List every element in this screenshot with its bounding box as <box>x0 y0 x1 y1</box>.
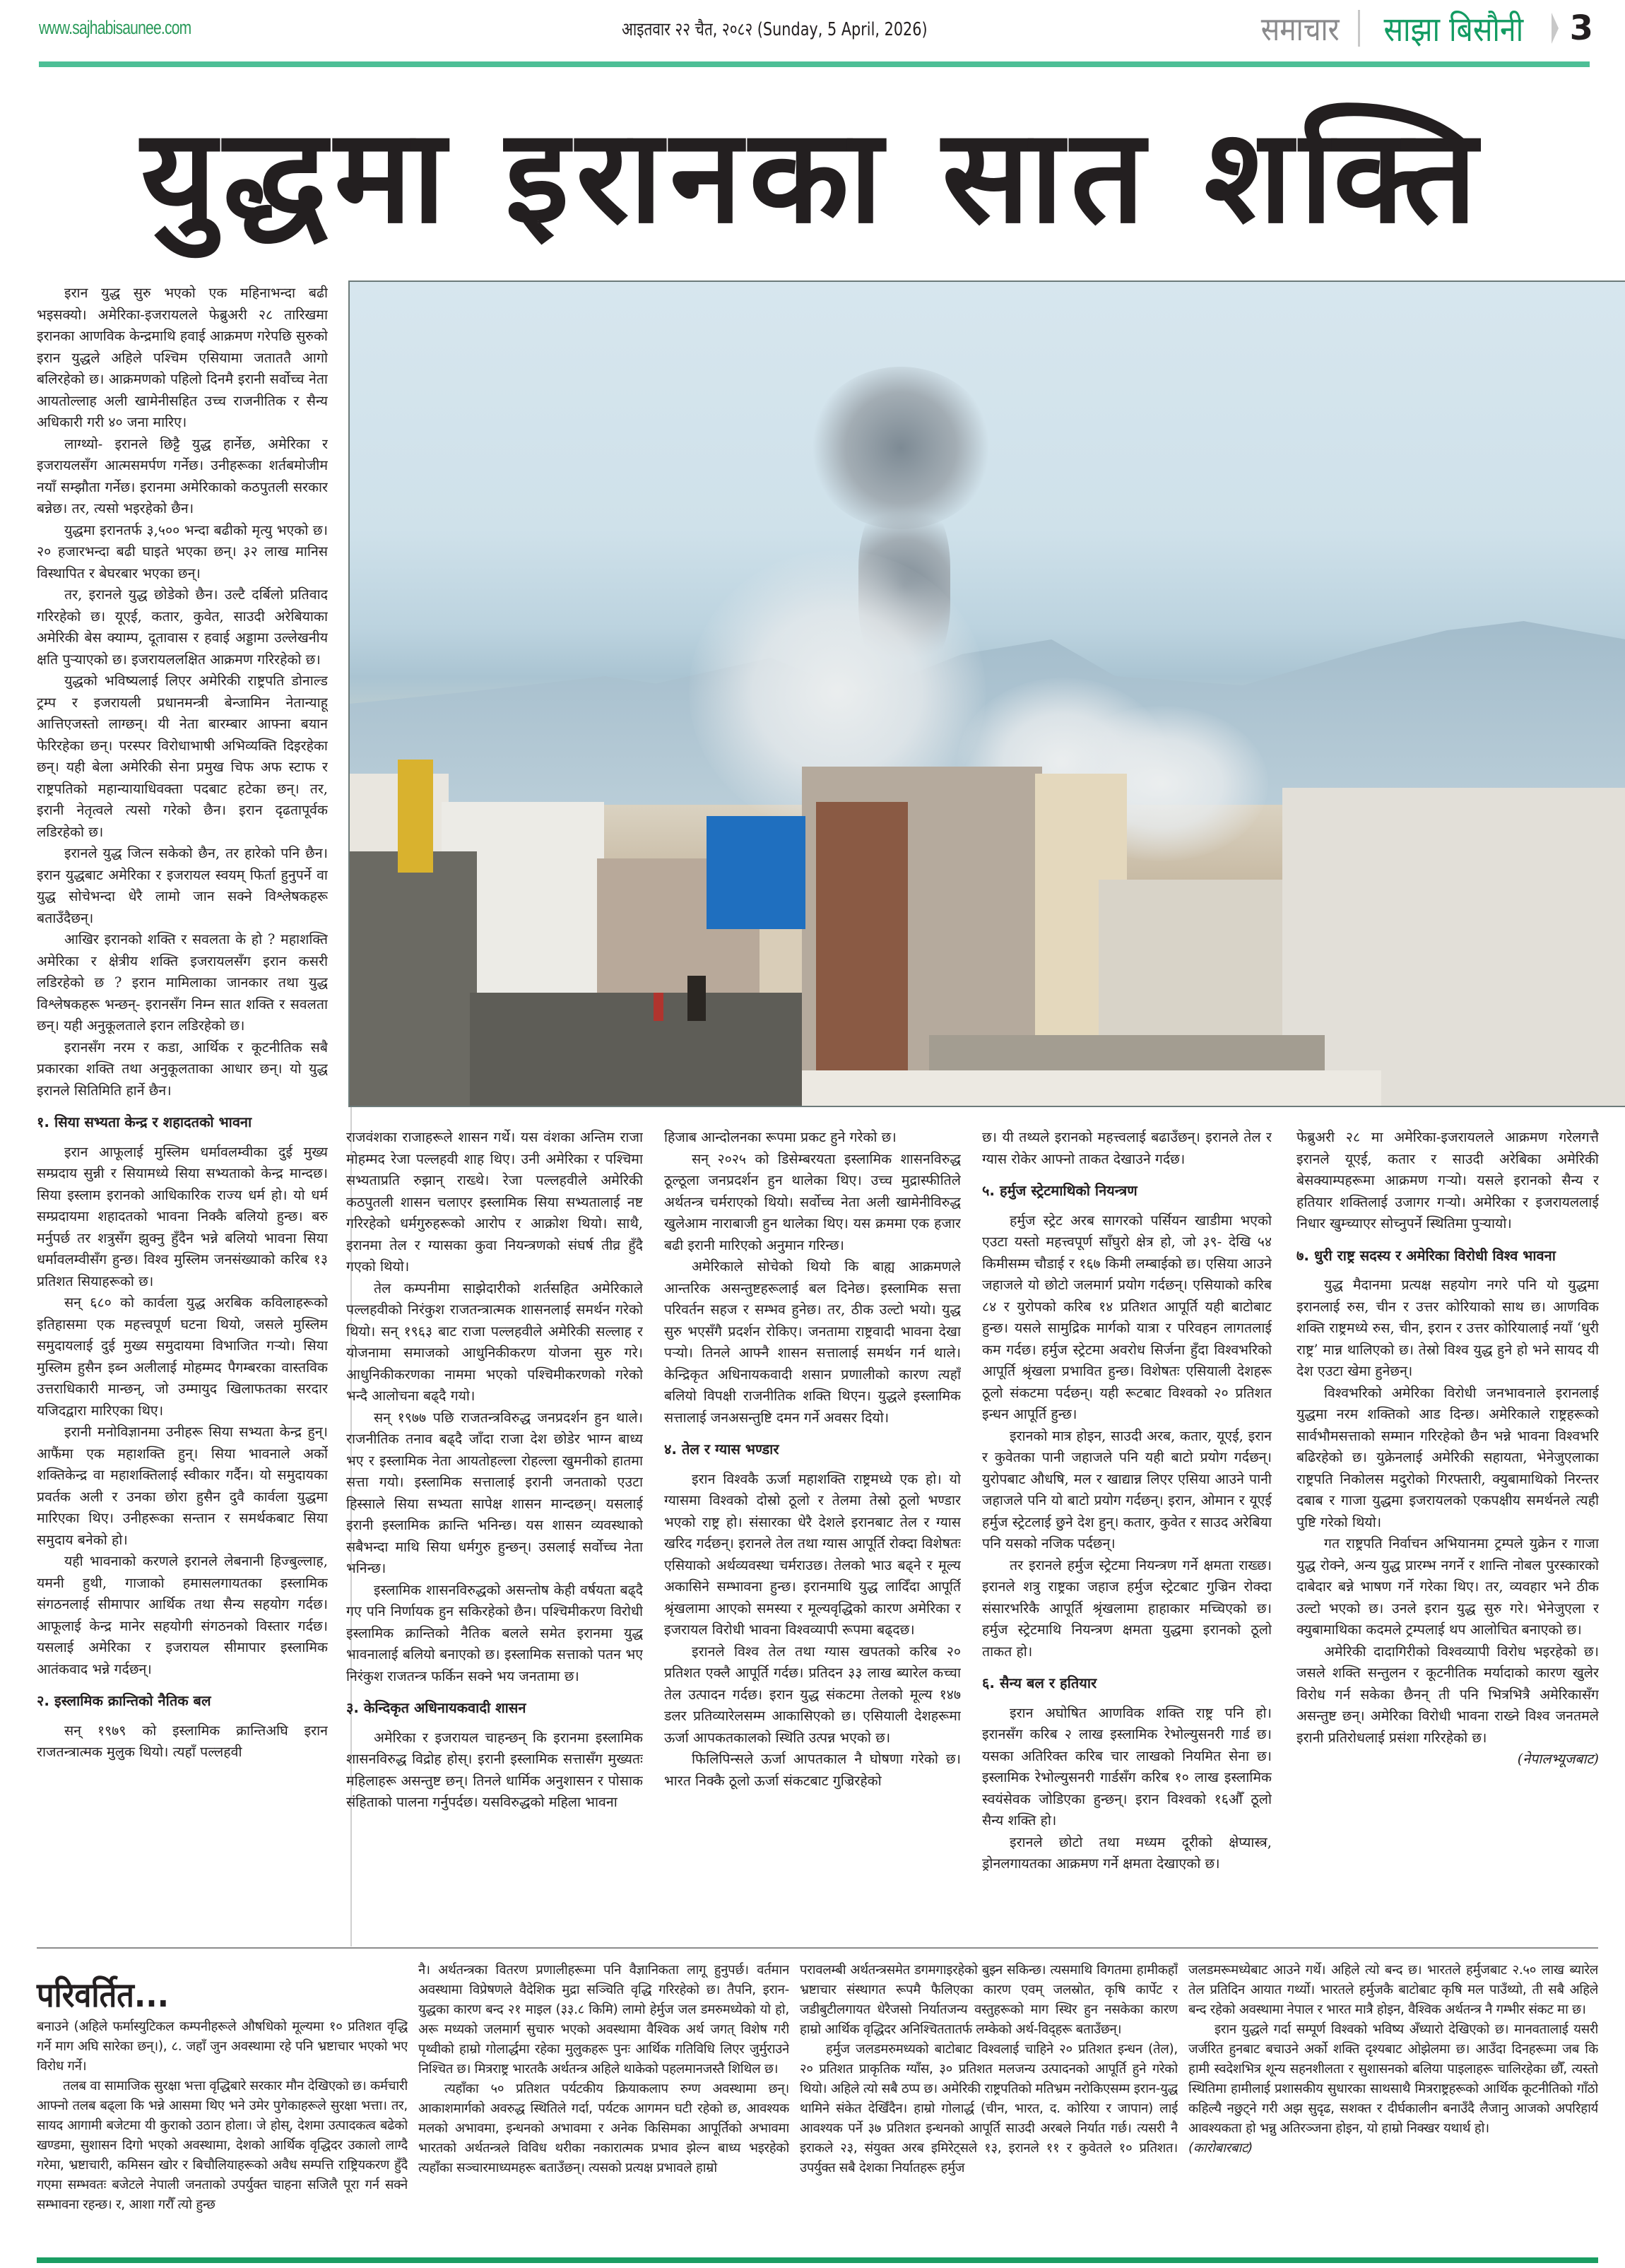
jump-article-title: परिवर्तित... <box>37 1975 170 2015</box>
paragraph: सन् १९७७ पछि राजतन्त्रविरुद्ध जनप्रदर्शन हुन थाले। राजनीतिक तनाव बढ्दै जाँदा राजा देश छोडेर भाग्न बाध्य भए र इस्लामिक नेता आयतोहल्ला रोहल्ला खुमनीको हातमा सत्ता गयो। इस्लामिक सत्तालाई इरानी जनताको एउटा हिस्साले सिया सभ्यता सापेक्ष शासन मान्दछन्। यसलाई इरानी इस्लामिक क्रान्ति भनिन्छ। यस शासन व्यवस्थाको सबैभन्दा माथि सिया धर्मगुरु हुन्छन्। उसलाई सर्वोच्च नेता भनिन्छ। <box>346 1409 643 1576</box>
page-headline: युद्धमा इरानका सात शक्ति <box>141 101 1484 252</box>
section-heading-2: २. इस्लामिक क्रान्तिको नैतिक बल <box>37 1692 211 1709</box>
article-column-5 <box>1296 1127 1599 1939</box>
paragraph: आखिर इरानको शक्ति र सवलता के हो ? महाशक्ति अमेरिका र क्षेत्रीय शक्ति इजरायलसँग इरान कसरी लडिरहेको छ ? इरान मामिलाका जानकार तथा युद्ध विश्लेषकहरू भन्छन्- इरानसँग निम्न सात शक्ति र सवलता छन्। यही अनुकूलताले इरान लडिरहेको छ। <box>37 931 328 1034</box>
paragraph: इरानले विश्व तेल तथा ग्यास खपतको करिब २० प्रतिशत एक्लै आपूर्ति गर्दछ। प्रतिदन ३३ लाख ब्यारेल कच्चा तेल उत्पादन गर्दछ। इरान युद्ध संकटमा तेलको मूल्य १४७ डलर प्रतिव्यारेलसम्म आकासिएको छ। एसियाली देशहरूमा ऊर्जा आपकतकालको स्थिति उत्पन्न भएको छ। <box>664 1643 961 1746</box>
issue-date: आइतवार २२ चैत, २०८२ (Sunday, 5 April, 2026) <box>622 19 928 40</box>
paragraph: नै। अर्थतन्त्रका वितरण प्रणालीहरूमा पनि वैज्ञानिकता लागू हुनुपर्छ। वर्तमान अवस्थामा विप्रेषणले वैदेशिक मुद्रा सञ्चिति वृद्धि गरिरहेको छ। तैपनि, इरान-युद्धका कारण बन्द २१ माइल (३३.८ किमि) लामो हेर्मुज जल डमरुमध्येको यो हो, अरू मध्यको जलमार्ग सुचारु भएको अवस्थामा वैश्विक अर्थ जगत् विशेष गरी पृथ्वीको हाम्रो गोलार्द्धमा रहेका मुलुकहरू पुनः आर्थिक गतिविधि लिएर जुर्मुराउने निश्चित छ। मित्रराष्ट्र भारतकै अर्थतन्त्र अहिले थाकेको पहलमानजस्तै शिथिल छ। <box>418 1963 789 2077</box>
paragraph: हर्मुज जलडमरुमध्यको बाटोबाट विश्वलाई चाहिने २० प्रतिशत इन्धन (तेल), २० प्रतिशत प्राकृतिक ग्याँस, ३० प्रतिशत मलजन्य उत्पादनको आपूर्ति हुने गरेको थियो। अहिले त्यो सबै ठप्प छ। अमेरिकी राष्ट्रपतिको मतिभ्रम नरोकिएसम्म इरान-युद्ध थामिने संकेत देखिँदैन। हाम्रो गोलार्द्ध (चीन, भारत, द. कोरिया र जापान) लाई आवश्यक पर्ने ३७ प्रतिशत इन्धनको आपूर्ति साउदी अरबले निर्यात गर्छ। त्यसरी नै इराकले २३, संयुक्त अरब इमिरेट्सले १३, इरानले ११ र कुवेतले १० प्रतिशत। उपर्युक्त सबै देशका निर्यातहरू हर्मुज <box>800 2042 1178 2175</box>
article-column-3 <box>664 1127 961 1939</box>
paragraph: इरानी मनोविज्ञानमा उनीहरू सिया सभ्यता केन्द्र हुन्। आफैंमा एक महाशक्ति हुन्। सिया भावनाले अर्को शक्तिकेन्द्र वा महाशक्तिलाई स्वीकार गर्दैन। यो समुदायका प्रवर्तक अली र उनका छोरा हुसैन दुवै कार्वला युद्धमा मारिएका थिए। उनीहरूका सन्तान र समर्थकबाट सिया समुदाय बनेको हो। <box>37 1424 328 1548</box>
article-column-2 <box>346 1127 643 1939</box>
paragraph: इरान अघोषित आणविक शक्ति राष्ट्र पनि हो। इरानसँग करिब २ लाख इस्लामिक रेभोल्युसनरी गार्ड छ। यसका अतिरिक्त करिब चार लाखको नियमित सेना छ। इस्लामिक रेभोल्युसनरी गार्डसँग करिब १० लाख इस्लामिक स्वयंसेवक जोडिएका हुन्छन्। इरान विश्वको १६औँ ठूलो सैन्य शक्ति हो। <box>982 1704 1272 1829</box>
section-divider <box>37 1947 1598 1949</box>
paragraph: तलब वा सामाजिक सुरक्षा भत्ता वृद्धिबारे सरकार मौन देखिएको छ। कर्मचारी आफ्नो तलब बढ्ला कि भन्ने आसमा थिए भने उमेर पुगेकाहरूले सुरक्षा भत्ता। तर, सायद आगामी बजेटमा यी कुराको उठान होला। जे होस्, देशमा उत्पादकत्व बढेको खण्डमा, सुशासन दिगो भएको अवस्थामा, देशको आर्थिक वृद्धिदर उकालो लाग्दै गरेमा, भ्रष्टाचारी, कमिसन खोर र बिचौलियाहरूको अवैध सम्पत्ति राष्ट्रियकरण हुँदै गएमा सम्भवतः बजेटले नेपाली जनताको उपर्युक्त चाहना सजिलै पूरा गर्न सक्ने सम्भावना रहन्छ। र, आशा गरौँ त्यो हुन्छ <box>37 2079 408 2212</box>
paragraph: युद्धको भविष्यलाई लिएर अमेरिकी राष्ट्रपति डोनाल्ड ट्रम्प र इजरायली प्रधानमन्त्री बेन्जामिन नेतान्याहू आत्तिएजस्तो लाग्छन्। यी नेता बारम्बार आफ्ना बयान फेरिरहेका छन्। परस्पर विरोधाभाषी अभिव्यक्ति दिइरहेका छन्। यही बेला अमेरिकी सेना प्रमुख चिफ अफ स्टाफ र राष्ट्रपतिको महान्यायाधिवक्ता पदबाट हटेका छन्। तर, इरानी नेतृत्वले त्यसो गरेको छैन। इरान दृढतापूर्वक लडिरहेको छ। <box>37 673 328 840</box>
paragraph: छ। यी तथ्यले इरानको महत्त्वलाई बढाउँछन्। इरानले तेल र ग्यास रोकेर आफ्नो ताकत देखाउने गर्दछ। <box>982 1129 1272 1167</box>
paragraph: सन् ६८० को कार्वला युद्ध अरबिक कविलाहरूको इतिहासमा एक महत्त्वपूर्ण घटना थियो, जसले मुस्लिम समुदायलाई दुई मुख्य समुदायमा विभाजित गऱ्यो। सिया मुस्लिम हुसैन इब्न अलीलाई मोहम्मद पैगम्बरका वास्तविक उत्तराधिकारी मान्छन्, जो उम्मायुद खिलाफतका सरदार यजिदद्वारा मारिएका थिए। <box>37 1294 328 1419</box>
paragraph: फिलिपिन्सले ऊर्जा आपतकाल नै घोषणा गरेको छ। भारत निक्कै ठूलो ऊर्जा संकटबाट गुज्रिरहेको <box>664 1751 961 1789</box>
jump-column-3 <box>800 1961 1178 2250</box>
article-source: (नेपालभ्यूजबाट) <box>1517 1751 1599 1767</box>
section-header <box>1254 7 1593 49</box>
paragraph: हिजाब आन्दोलनका रूपमा प्रकट हुने गरेको छ। <box>664 1129 897 1145</box>
masthead <box>0 0 1625 60</box>
paragraph: जलडमरूमध्येबाट आउने गर्थे। अहिले त्यो बन्द छ। भारतले हर्मुजबाट २.५० लाख ब्यारेल तेल प्रतिदिन आयात गर्थ्यो। भारतले हर्मुजकै बाटोबाट कृषि मल पाउँथ्यो, ती सबै अहिले बन्द रहेको अवस्थामा नेपाल र भारत मात्रै होइन, वैश्विक अर्थतन्त्र नै गम्भीर संकट मा छ। <box>1188 1963 1598 2017</box>
paragraph: इरानले छोटो तथा मध्यम दूरीको क्षेप्यास्त्र, ड्रोनलगायतका आक्रमण गर्ने क्षमता देखाएको छ। <box>982 1833 1272 1872</box>
paragraph: इरान आफूलाई मुस्लिम धर्मावलम्वीका दुई मुख्य सम्प्रदाय सुन्नी र सियामध्ये सिया सभ्यताको केन्द्र मान्दछ। सिया इस्लाम इरानको आधिकारिक राज्य धर्म हो। यो धर्म सम्प्रदायमा शहादतको भावना निक्कै बलियो हुन्छ। बरु मर्नुपर्छ तर शत्रुसँग झुक्नु हुँदैन भन्ने बलियो भावना सिया धर्मावलम्वीसँग हुन्छ। विश्व मुस्लिम जनसंख्याको करिब १३ प्रतिशत सियाहरूको छ। <box>37 1143 328 1289</box>
article-source: (कारोबारबाट) <box>1188 2141 1253 2156</box>
paragraph: इरानसँग नरम र कडा, आर्थिक र कूटनीतिक सबै प्रकारका शक्ति तथा अनुकूलताका आधार छन्। यो युद्ध इरानले सितिमिति हार्ने छैन। <box>37 1039 328 1099</box>
footer-rule <box>37 2257 1598 2263</box>
paragraph: बनाउने (अहिले फर्मास्युटिकल कम्पनीहरूले औषधिको मूल्यमा १० प्रतिशत वृद्धि गर्ने माग अघि सारेका छन्।), ८. जहाँ जुन अवस्थामा रहे पनि भ्रष्टाचार भएको भए विरोध गर्ने। <box>37 2019 408 2074</box>
paragraph: इरान युद्धले गर्दा सम्पूर्ण विश्वको भविष्य अँध्यारो देखिएको छ। मानवतालाई यसरी जर्जरित हुनबाट बचाउने अर्को शक्ति दृश्यबाट ओझेलमा छ। आउँदा दिनहरूमा जब कि हामी स्वदेशभित्र शून्य सहनशीलता र सुशासनको बलिया पाइलाहरू चालिरहेका छौँ, त्यस्तो स्थितिमा हामीलाई प्रशासकीय सुधारका साथसाथै मित्रराष्ट्रहरूको आर्थिक कूटनीतिको गाँठो कहिल्यै नछुट्ने गरी अझ सुदृढ, सशक्त र दीर्घकालीन बनाउँदै लैजानु आजको अपरिहार्य आवश्यकता हो भन्नु अतिरञ्जना होइन, यो हाम्रो निक्खर यथार्थ हो। <box>1188 2022 1598 2136</box>
paragraph: इरान युद्ध सुरु भएको एक महिनाभन्दा बढी भइसक्यो। अमेरिका-इजरायलले फेब्रुअरी २८ तारिखमा इरानका आणविक केन्द्रमाथि हवाई आक्रमण गरेपछि सुरुको इरान युद्धले अहिले पश्चिम एसियामा जताततै आगो बलिरहेको छ। आक्रमणको पहिलो दिनमै इरानी सर्वोच्च नेता आयतोल्लाह अली खामेनीसहित उच्च राजनीतिक र सैन्य अधिकारी गरी ४० जना मारिए। <box>37 285 328 430</box>
section-heading-1: १. सिया सभ्यता केन्द्र र शहादतको भावना <box>37 1114 252 1130</box>
paragraph: सन् १९७९ को इस्लामिक क्रान्तिअघि इरान राजतन्त्रात्मक मुलुक थियो। त्यहाँ पल्लहवी <box>37 1722 328 1760</box>
section-heading-7: ७. धुरी राष्ट्र सदस्य र अमेरिका विरोधी विश्व भावना <box>1296 1246 1556 1264</box>
jump-column-1 <box>37 2017 408 2250</box>
paragraph: फेब्रुअरी २८ मा अमेरिका-इजरायलले आक्रमण गरेलगत्तै इरानले यूएई, कतार र साउदी अरेबिका अमेरिकी बेसक्याम्पहरूमा आक्रमण गऱ्यो। यसले इरानको सैन्य र हतियार शक्तिलाई उजागर गऱ्यो। अमेरिका र इजरायललाई निधार खुम्च्याएर सोच्नुपर्ने स्थितिमा पुऱ्यायो। <box>1296 1129 1599 1232</box>
paragraph: त्यहाँका ५० प्रतिशत पर्यटकीय क्रियाकलाप रुग्ण अवस्थामा छन्। आकाशमार्गको अवरुद्ध स्थितिले गर्दा, पर्यटक आगमन घटी रहेको छ, आवश्यक मलको अभावमा, इन्धनको अभावमा र अनेक किसिमका आपूर्तिको अभावमा भारतको अर्थतन्त्रले विविध थरीका नकारात्मक प्रभाव झेल्न बाध्य भइरहेको त्यहाँका सञ्चारमाध्यमहरू बताउँछन्। त्यसको प्रत्यक्ष प्रभावले हाम्रो <box>418 2081 789 2175</box>
page-number: 3 <box>1569 8 1593 48</box>
paragraph: युद्धमा इरानतर्फ ३,५०० भन्दा बढीको मृत्यु भएको छ। २० हजारभन्दा बढी घाइते भएका छन्। ३२ लाख मानिस विस्थापित र बेघरबार भएका छन्। <box>37 521 328 581</box>
jump-column-4 <box>1188 1961 1598 2250</box>
jump-column-2 <box>418 1961 789 2250</box>
divider <box>1358 10 1360 47</box>
paragraph: लाग्थ्यो- इरानले छिट्टै युद्ध हार्नेछ, अमेरिका र इजरायलसँग आत्मसमर्पण गर्नेछ। उनीहरूका शर्तबमोजीम नयाँ सम्झौता गर्नेछ। इरानमा अमेरिकाको कठपुतली सरकार बन्नेछ। तर, त्यसो भइरहेको छैन। <box>37 435 328 516</box>
chevron-right-icon <box>1552 13 1559 44</box>
paragraph: इरानले युद्ध जित्न सकेको छैन, तर हारेको पनि छैन। इरान युद्धबाट अमेरिका र इजरायल स्वयम् फिर्ता हुनुपर्ने वा युद्ध सोचेभन्दा धेरै लामो जान सक्ने विश्लेषकहरू बताउँदैछन्। <box>37 845 328 926</box>
paragraph: अमेरिका र इजरायल चाहन्छन् कि इरानमा इस्लामिक शासनविरुद्ध विद्रोह होस्। इरानी इस्लामिक सत्तासँग मुख्यतः महिलाहरू असन्तुष्ट छन्। तिनले धार्मिक अनुशासन र पोसाक संहिताको पालना गर्नुपर्दछ। यसविरुद्धको महिला भावना <box>346 1729 643 1810</box>
section-heading-5: ५. हर्मुज स्ट्रेटमाथिको नियन्त्रण <box>982 1182 1138 1199</box>
paragraph: सन् २०२५ को डिसेम्बरयता इस्लामिक शासनविरुद्ध ठूल्ठूला जनप्रदर्शन हुन थालेका थिए। उच्च मुद्रास्फीतिले अर्थतन्त्र चर्मराएको थियो। सर्वोच्च नेता अली खामेनीविरुद्ध खुलेआम नाराबाजी हुन थालेका थिए। यस क्रममा एक हजार बढी इरानी मारिएको अनुमान गरिन्छ। <box>664 1150 961 1253</box>
paragraph: तेल कम्पनीमा साझेदारीको शर्तसहित अमेरिकाले पल्लहवीको निरंकुश राजतन्त्रात्मक शासनलाई समर्थन गरेको थियो। सन् १९६३ बाट राजा पल्लहवीले अमेरिकी सल्लाह र योजनामा समाजको आधुनिकीकरण योजना सुरु गरे। आधुनिकीकरणका नाममा भएको पश्चिमीकरणको गरेको भन्दै आलोचना बढ्दै गयो। <box>346 1280 643 1404</box>
website-url[interactable]: www.sajhabisaunee.com <box>39 17 191 38</box>
section-heading-4: ४. तेल र ग्यास भण्डार <box>664 1441 779 1458</box>
paragraph: तर, इरानले युद्ध छोडेको छैन। उल्टै दर्बिलो प्रतिवाद गरिरहेको छ। यूएई, कतार, कुवेत, साउदी अरेबियाका अमेरिकी बेस क्याम्प, दूतावास र हवाई अड्डामा उल्लेखनीय क्षति पुऱ्याएको छ। इजरायललक्षित आक्रमण गरिरहेको छ। <box>37 586 328 668</box>
section-name: समाचार <box>1261 10 1340 48</box>
paragraph: परावलम्बी अर्थतन्त्रसमेत डगमगाइरहेको बुझ्न सकिन्छ। त्यसमाथि विगतमा हामीकहाँ भ्रष्टाचार संस्थागत रूपमै फैलिएका कारण एवम् जलस्रोत, कृषि कार्पेट र जडीबुटीलगायत धेरैजसो निर्यातजन्य वस्तुहरूको माग स्थिर हुन नसकेका कारण हाम्रो आर्थिक वृद्धिदर अनिश्चिततातर्फ लम्केको अर्थ-विद्हरू बताउँछन्। <box>800 1963 1178 2037</box>
masthead-rule <box>39 61 1590 67</box>
paragraph: अमेरिकाले सोचेको थियो कि बाह्य आक्रमणले आन्तरिक असन्तुष्टहरूलाई बल दिनेछ। इस्लामिक सत्ता परिवर्तन सहज र सम्भव हुनेछ। तर, ठीक उल्टो भयो। युद्ध सुरु भएसँगै प्रदर्शन रोकिए। जनतामा राष्ट्रवादी भावना देखा पऱ्यो। तिनले आफ्नै शासन सत्तालाई समर्थन गर्न थाले। केन्द्रिकृत अधिनायकवादी शसान प्रणालीको कारण त्यहाँ बलियो विपक्षी राजनीतिक शक्ति थिएन। युद्धले इस्लामिक सत्तालाई जनअसन्तुष्टि दमन गर्ने अवसर दियो। <box>664 1258 961 1426</box>
article-column-1 <box>37 283 328 1943</box>
section-heading-3: ३. केन्दिकृत अधिनायकवादी शासन <box>346 1699 526 1716</box>
brand-name: साझा बिसौनी <box>1383 9 1524 49</box>
article-column-4 <box>982 1127 1272 1939</box>
paragraph: युद्ध मैदानमा प्रत्यक्ष सहयोग नगरे पनि यो युद्धमा इरानलाई रुस, चीन र उत्तर कोरियाको साथ छ। आणविक शक्ति राष्ट्रमध्ये रुस, चीन, इरान र उत्तर कोरियालाई नयाँ ‘धुरी राष्ट्र’ मान्न थालिएको छ। तेस्रो विश्व युद्ध हुने हो भने सायद यी देश एउटा खेमा हुनेछन्। <box>1296 1277 1599 1379</box>
paragraph: तर इरानले हर्मुज स्ट्रेटमा नियन्त्रण गर्ने क्षमता राख्छ। इरानले शत्रु राष्ट्रका जहाज हर्मुज स्ट्रेटबाट गुज्रिन रोक्दा संसारभरिकै आपूर्ति श्रृंखलामा हाहाकार मच्चिएको छ। हर्मुज स्ट्रेटमाथि नियन्त्रण क्षमता युद्धमा इरानको ठूलो ताकत हो। <box>982 1557 1272 1660</box>
city-skyline <box>350 710 1625 1106</box>
paragraph: अमेरिकी दादागिरीको विश्वव्यापी विरोध भइरहेको छ। जसले शक्ति सन्तुलन र कूटनीतिक मर्यादाको कारण खुलेर विरोध गर्न सकेका छैनन् ती पनि भित्रभित्रै अमेरिकासँग असन्तुष्ट छन्। अमेरिका विरोधी भावना राख्ने विश्व जनतमले इरानी प्रतिरोधलाई प्रसंशा गरिरहेको छ। <box>1296 1643 1599 1746</box>
paragraph: इरानको मात्र होइन, साउदी अरब, कतार, यूएई, इरान र कुवेतका पानी जहाजले पनि यही बाटो प्रयोग गर्दछन्। युरोपबाट औधषि, मल र खाद्यान्न लिएर एसिया आउने पानी जहाजले पनि यो बाटो प्रयोग गर्दछन्। इरान, ओमान र यूएई हर्मुज स्ट्रेटलाई छुने देश हुन्। कतार, कुवेत र साउद अरेबिया पनि यसको नजिक पर्दछन्। <box>982 1427 1272 1552</box>
section-heading-6: ६. सैन्य बल र हतियार <box>982 1675 1097 1691</box>
paragraph: इरान विश्वकै ऊर्जा महाशक्ति राष्ट्रमध्ये एक हो। यो ग्यासमा विश्वको दोस्रो ठूलो र तेलमा तेस्रो ठूलो भण्डार भएको राष्ट्र हो। संसारका धेरै देशले इरानबाट तेल र ग्यास खरिद गर्दछन्। इरानले तेल तथा ग्यास आपूर्ति रोक्दा विशेषतः एसियाको अर्थव्यवस्था चर्मराउछ। तेलको भाउ बढ्ने र मूल्य अकासिने सम्भावना हुन्छ। इरानमाथि युद्ध लादिँदा आपूर्ति श्रृंखलामा आएको समस्या र मूल्यवृद्धिको कारण अमेरिका र इजरायल विरोधी भावना विश्वव्यापी रूपमा बढ्दछ। <box>664 1470 961 1638</box>
paragraph: इस्लामिक शासनविरुद्धको असन्तोष केही वर्षयता बढ्दै गए पनि निर्णायक हुन सकिरहेको छैन। पश्चिमीकरण विरोधी इस्लामिक क्रान्तिको नैतिक बलले समेत इरानमा युद्ध भावनालाई बलियो बनाएको छ। इस्लामिक सत्ताको पतन भए निरंकुश राजतन्त्र फर्किन सक्ने भय जनतामा छ। <box>346 1581 643 1684</box>
paragraph: गत राष्ट्रपति निर्वाचन अभियानमा ट्रम्पले युक्रेन र गाजा युद्ध रोक्ने, अन्य युद्ध प्रारम्भ नगर्ने र शान्ति नोबल पुरस्कारको दाबेदार बन्ने भाषण गर्ने गरेका थिए। तर, व्यवहार भने ठीक उल्टो भएको छ। उनले इरान युद्ध सुरु गरे। भेनेजुएला र क्युबामाथिका कदमले ट्रम्पलाई थप आलोचित बनाएको छ। <box>1296 1535 1599 1638</box>
paragraph: राजवंशका राजाहरूले शासन गर्थे। यस वंशका अन्तिम राजा मोहम्मद रेजा पल्लहवी शाह थिए। उनी अमेरिका र पश्चिमा सभ्यताप्रति रुझान् राख्थे। रेजा पल्लहवीले अमेरिकी कठपुतली शासन चलाएर इस्लामिक सिया सभ्यतालाई नष्ट गरिरहेको धर्मगुरुहरूको आरोप र आक्रोश थियो। साथै, इरानमा तेल र ग्यासका कुवा नियन्त्रणको संघर्ष तीव्र हुँदै गएको थियो। <box>346 1129 643 1275</box>
paragraph: यही भावनाको करणले इरानले लेबनानी हिज्बुल्लाह, यमनी हुथी, गाजाको हमासलगायतका इस्लामिक संगठनलाई सीमापार आर्थिक तथा सैन्य सहयोग गर्दछ। आफूलाई केन्द्र मानेर सहयोगी संगठनको विस्तार गर्दछ। यसलाई अमेरिका र इजरायल सीमापार इस्लामिक आतंकवाद भन्ने गर्दछन्। <box>37 1553 328 1677</box>
paragraph: हर्मुज स्ट्रेट अरब सागरको पर्सियन खाडीमा भएको एउटा यस्तो महत्त्वपूर्ण साँघुरो क्षेत्र हो, जो ३९- देखि ५४ किमीसम्म चौडाई र १६७ किमी लम्बाईको छ। एसिया आउने जहाजले यो छोटो जलमार्ग प्रयोग गर्दछन्। एसियाको करिब ८४ र युरोपको करिब १४ प्रतिशत आपूर्ति यही बाटोबाट हुन्छ। यसले सामुद्रिक मार्गको यात्रा र परिवहन लागतलाई कम गर्दछ। हर्मुज स्ट्रेटमा अवरोध सिर्जना हुँदा विश्वभरिको आपूर्ति श्रृंखला प्रभावित हुन्छ। विशेषतः एसियाली देशहरू ठूलो संकटमा पर्दछन्। यही रूटबाट विश्वको २० प्रतिशत इन्धन आपूर्ति हुन्छ। <box>982 1212 1272 1422</box>
news-photo <box>348 280 1625 1107</box>
paragraph: विश्वभरिको अमेरिका विरोधी जनभावनाले इरानलाई युद्धमा नरम शक्तिको आड दिन्छ। अमेरिकाले राष्ट्रहरूको सार्वभौमसत्ताको सम्मान गरिरहेको छैन भन्ने भावना विश्वभरि बढिरहेको छ। युक्रेनलाई अमेरिकी सहायता, भेनेजुएलाका राष्ट्रपति निकोलस मदुरोको गिरफ्तारी, क्युबामाथिको निरन्तर दबाब र गाजा युद्धमा इजरायलको एकपक्षीय समर्थनले त्यही पुष्टि गरेको थियो। <box>1296 1384 1599 1530</box>
